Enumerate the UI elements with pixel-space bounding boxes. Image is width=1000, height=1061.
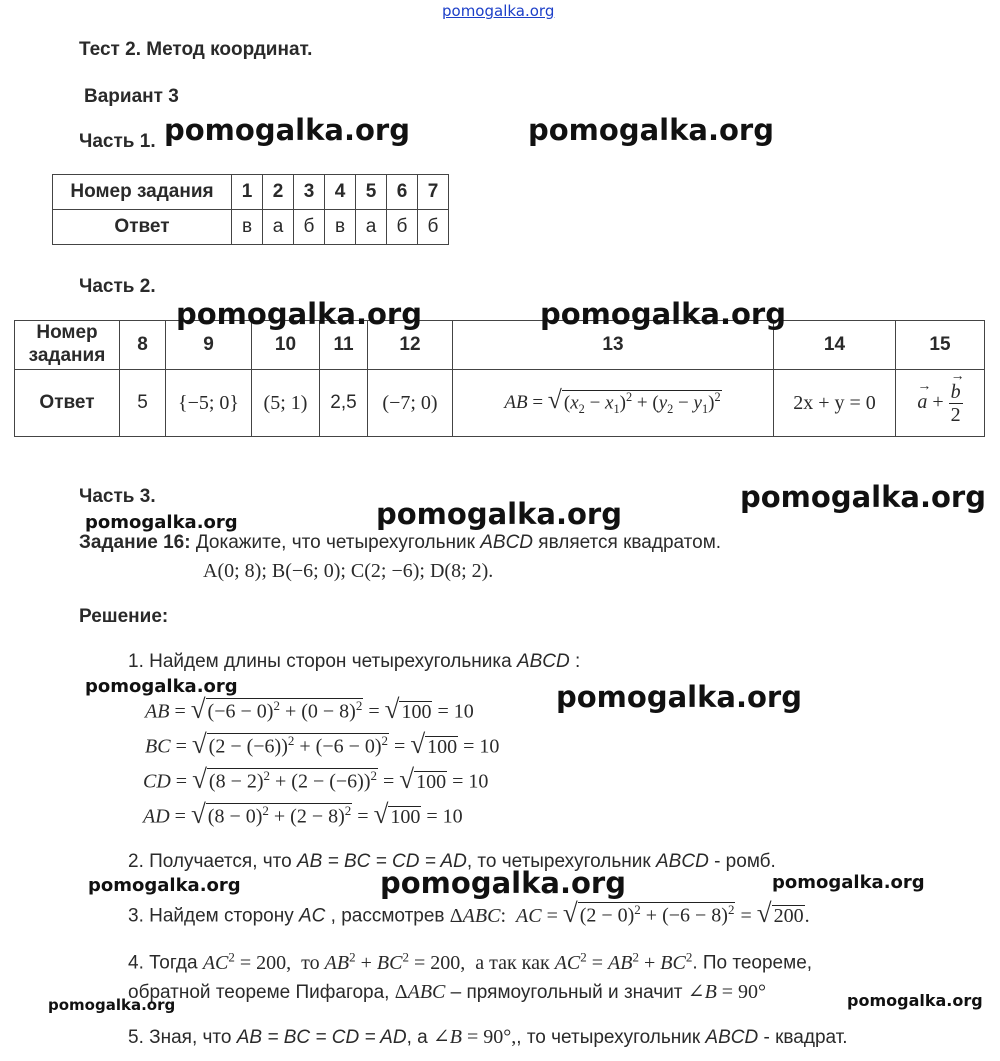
- step-text: 2. Получается, что: [128, 851, 292, 872]
- table-cell: а: [356, 210, 387, 245]
- part1-row-label: Ответ: [53, 210, 232, 245]
- step-text: 1. Найдем длины сторон четырехугольника: [128, 651, 512, 672]
- top-watermark-link[interactable]: pomogalka.org: [442, 2, 555, 20]
- equation-bc: BC = √ $(2 - (-6))^2 + (-6 - 0)^2$ = √ 100 = 10: [145, 728, 500, 759]
- watermark-text: pomogalka.org: [85, 512, 238, 533]
- table-cell: 12: [368, 321, 453, 370]
- part1-heading: Часть 1.: [79, 131, 156, 152]
- step-3-formula: ΔABC: AC = √ $(2 - 0)^2 + (-6 - 8)^2$ = √ 200.: [449, 897, 810, 928]
- table-cell: 14: [774, 321, 896, 370]
- task-16-statement: [79, 532, 721, 554]
- table-cell: [453, 370, 774, 437]
- watermark-text: pomogalka.org: [48, 996, 176, 1014]
- task-label: Задание 16:: [79, 532, 191, 553]
- table-cell: (−7; 0): [368, 370, 453, 437]
- step-text: - квадрат.: [763, 1027, 848, 1048]
- task-text: Докажите, что четырехугольник: [195, 532, 475, 553]
- equation-ab: AB = √ $(-6 - 0)^2 + (0 - 8)^2$ = √ 100 = 10: [145, 693, 474, 724]
- table-cell: 1: [232, 175, 263, 210]
- part2-row-label: Номер задания: [15, 321, 120, 370]
- table-cell: 7: [418, 175, 449, 210]
- table-cell: 4: [325, 175, 356, 210]
- table-cell: 2x + y = 0: [774, 370, 896, 437]
- table-cell: в: [325, 210, 356, 245]
- step-figure: ABCD: [656, 851, 709, 872]
- watermark-text: pomogalka.org: [176, 297, 422, 331]
- solution-step-5: [128, 1024, 848, 1049]
- task-figure: ABCD: [480, 532, 534, 553]
- part2-answer-table: [14, 320, 985, 437]
- solution-step-4-line1: [128, 949, 812, 975]
- angle-formula: ∠B = 90°,: [433, 1026, 517, 1048]
- solution-step-3: [128, 897, 810, 928]
- part1-row-label: Номер задания: [53, 175, 232, 210]
- step-text: , а: [406, 1027, 428, 1048]
- table-cell: [896, 370, 985, 437]
- part1-answer-table: [52, 174, 449, 245]
- table-cell: в: [232, 210, 263, 245]
- step-figure: AC: [298, 905, 326, 927]
- table-cell: б: [387, 210, 418, 245]
- step-text: - ромб.: [714, 851, 776, 872]
- table-cell: 3: [294, 175, 325, 210]
- table-cell: 6: [387, 175, 418, 210]
- variant-title: Вариант 3: [84, 86, 179, 107]
- page-title: Тест 2. Метод координат.: [79, 39, 313, 60]
- vector-formula: → a + → $\frac{b}{2}$: [917, 391, 962, 413]
- table-cell: 10: [252, 321, 320, 370]
- step-text: , то четырехугольник: [466, 851, 651, 872]
- watermark-text: pomogalka.org: [380, 866, 626, 900]
- part2-heading: Часть 2.: [79, 276, 156, 297]
- step-text: :: [575, 651, 581, 672]
- part2-row-label: Ответ: [15, 370, 120, 437]
- watermark-text: pomogalka.org: [847, 991, 983, 1010]
- step-text: . По теореме,: [692, 952, 813, 974]
- solution-step-1: [128, 651, 580, 673]
- step-text: , рассмотрев: [330, 905, 445, 927]
- table-cell: 5: [356, 175, 387, 210]
- step-text: , то четырехугольник: [516, 1027, 701, 1048]
- table-cell: 2,5: [320, 370, 368, 437]
- watermark-text: pomogalka.org: [740, 480, 986, 514]
- watermark-text: pomogalka.org: [772, 872, 925, 893]
- distance-formula: AB = √ $(x_2 - x_1)^2 + (y_2 - y_1)^2$: [504, 385, 721, 417]
- table-cell: 9: [166, 321, 252, 370]
- watermark-text: pomogalka.org: [528, 113, 774, 147]
- table-cell: 2: [263, 175, 294, 210]
- task-points: A(0; 8); B(−6; 0); C(2; −6); D(8; 2).: [203, 560, 494, 582]
- table-cell: 13: [453, 321, 774, 370]
- task-text: является квадратом.: [538, 532, 722, 553]
- table-cell: 15: [896, 321, 985, 370]
- step-figure: ABCD: [705, 1027, 759, 1048]
- step-equality: AB = BC = CD = AD: [236, 1027, 407, 1048]
- triangle-symbol: ΔABC: [394, 981, 446, 1003]
- table-cell: (5; 1): [252, 370, 320, 437]
- watermark-text: pomogalka.org: [88, 875, 241, 896]
- part3-heading: Часть 3.: [79, 486, 156, 507]
- watermark-text: pomogalka.org: [85, 676, 238, 697]
- solution-heading: Решение:: [79, 606, 169, 627]
- table-cell: б: [294, 210, 325, 245]
- equation-cd: CD = √ $(8 - 2)^2 + (2 - (-6))^2$ = √ 100 = 10: [143, 763, 489, 794]
- watermark-text: pomogalka.org: [376, 497, 622, 531]
- table-cell: 5: [120, 370, 166, 437]
- step-equality: AB = BC = CD = AD: [297, 851, 467, 872]
- table-cell: б: [418, 210, 449, 245]
- step-text: 4. Тогда: [128, 952, 198, 974]
- watermark-text: pomogalka.org: [556, 680, 802, 714]
- watermark-text: pomogalka.org: [164, 113, 410, 147]
- table-cell: 11: [320, 321, 368, 370]
- table-cell: а: [263, 210, 294, 245]
- table-cell: {−5; 0}: [166, 370, 252, 437]
- step-figure: ABCD: [516, 651, 570, 672]
- equation-ad: AD = √ $(8 - 0)^2 + (2 - 8)^2$ = √ 100 = 10: [143, 798, 463, 829]
- table-cell: 8: [120, 321, 166, 370]
- angle-formula: ∠B = 90°: [687, 981, 767, 1003]
- step-text: 3. Найдем сторону: [128, 905, 294, 927]
- solution-step-4-line2: [128, 979, 766, 1004]
- step-text: – прямоугольный и значит: [450, 982, 683, 1003]
- watermark-text: pomogalka.org: [540, 297, 786, 331]
- step-text: 5. Зная, что: [128, 1027, 232, 1048]
- step-text: обратной теореме Пифагора,: [128, 982, 390, 1003]
- step-4-formula: $AC^2 = 200$, то $AB^2 + BC^2 = 200$, а так как $AC^2 = AB^2 + BC^2$: [202, 949, 693, 974]
